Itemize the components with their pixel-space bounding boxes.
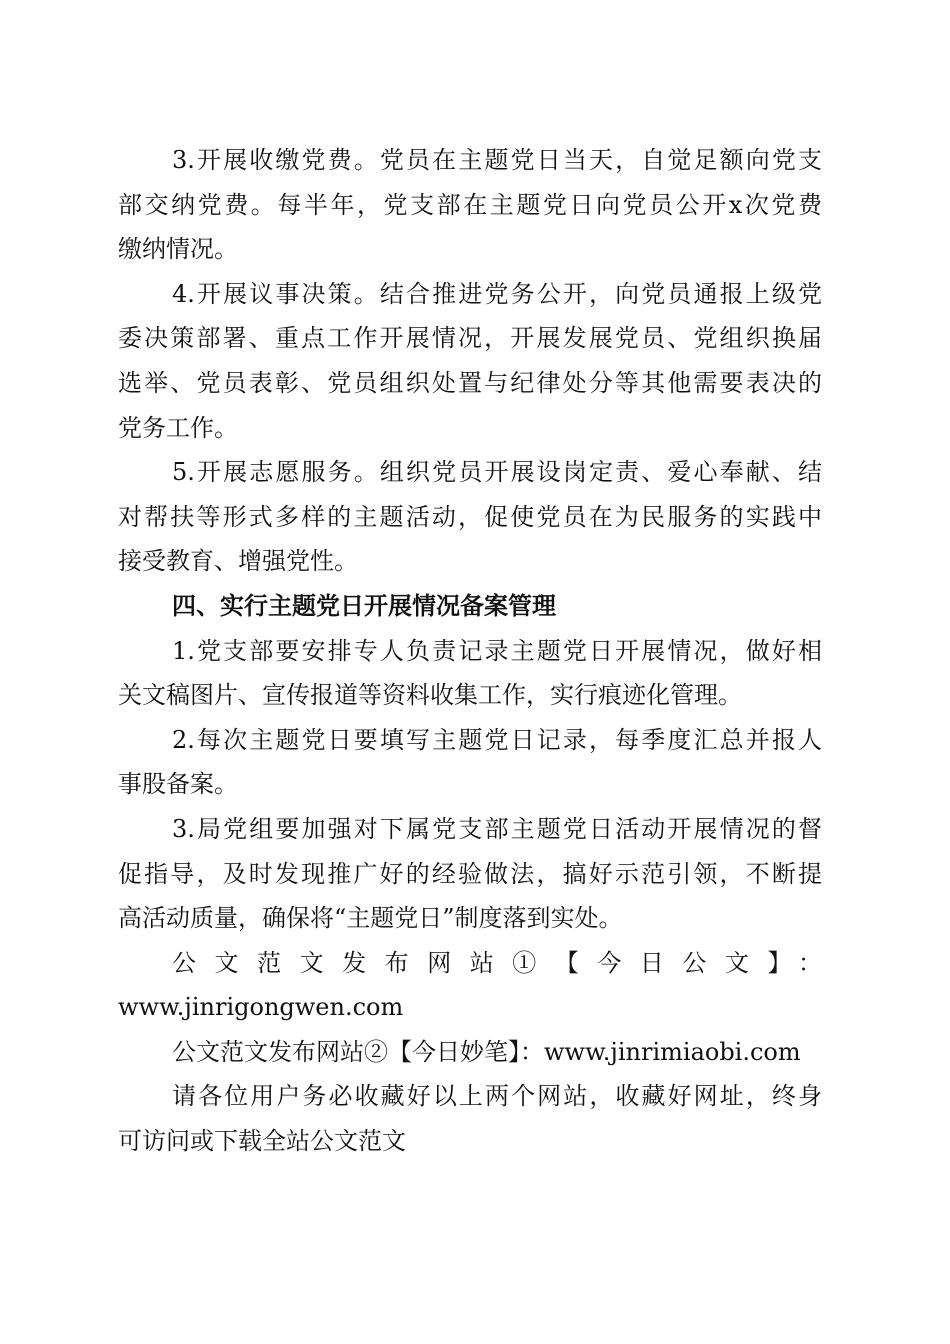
paragraph [118, 450, 822, 584]
text-line: 5.开展志愿服务。组织党员开展设岗定责、爱心奉献、结 [172, 458, 822, 487]
text-line: 四、实行主题党日开展情况备案管理 [172, 590, 556, 620]
section-heading [118, 584, 822, 629]
paragraph [118, 718, 822, 807]
text-line: 缴纳情况。 [118, 235, 238, 264]
text-line: 1.党支部要安排专人负责记录主题党日开展情况，做好相 [172, 636, 822, 665]
text-line: 部交纳党费。每半年，党支部在主题党日向党员公开x次党费 [118, 190, 822, 219]
paragraph [118, 629, 822, 718]
text-line: 党务工作。 [118, 413, 238, 442]
website-notice-paragraph [118, 1030, 822, 1075]
text-line: 请各位用户务必收藏好以上两个网站，收藏好网址，终身 [172, 1082, 822, 1111]
text-line: 4.开展议事决策。结合推进党务公开，向党员通报上级党 [172, 279, 822, 308]
text-line: 高活动质量，确保将“主题党日”制度落到实处。 [118, 904, 623, 933]
text-line: 关文稿图片、宣传报道等资料收集工作，实行痕迹化管理。 [118, 681, 742, 710]
text-line: 2.每次主题党日要填写主题党日记录，每季度汇总并报人 [172, 725, 822, 754]
paragraph [118, 807, 822, 941]
text-line: 促指导，及时发现推广好的经验做法，搞好示范引领，不断提 [118, 859, 822, 888]
text-line: 接受教育、增强党性。 [118, 547, 358, 576]
text-line: 可访问或下载全站公文范文 [118, 1127, 406, 1156]
paragraph [118, 272, 822, 450]
text-line: 选举、党员表彰、党员组织处置与纪律处分等其他需要表决的 [118, 368, 822, 397]
text-line: 3.局党组要加强对下属党支部主题党日活动开展情况的督 [172, 814, 822, 843]
text-line: 3.开展收缴党费。党员在主题党日当天，自觉足额向党支 [172, 146, 822, 174]
website-notice-paragraph [118, 941, 822, 1030]
text-line: 公文范文发布网站①【今日公文】： [172, 948, 822, 977]
text-line: 对帮扶等形式多样的主题活动，促使党员在为民服务的实践中 [118, 502, 822, 531]
text-line: 事股备案。 [118, 770, 238, 799]
text-line: www.jinrigongwen.com [118, 993, 404, 1022]
text-line: 公文范文发布网站②【今日妙笔】：www.jinrimiaobi.com [172, 1037, 801, 1066]
paragraph [118, 1074, 822, 1163]
paragraph [118, 138, 822, 272]
document-body [118, 138, 822, 1164]
text-line: 委决策部署、重点工作开展情况，开展发展党员、党组织换届 [118, 324, 822, 353]
